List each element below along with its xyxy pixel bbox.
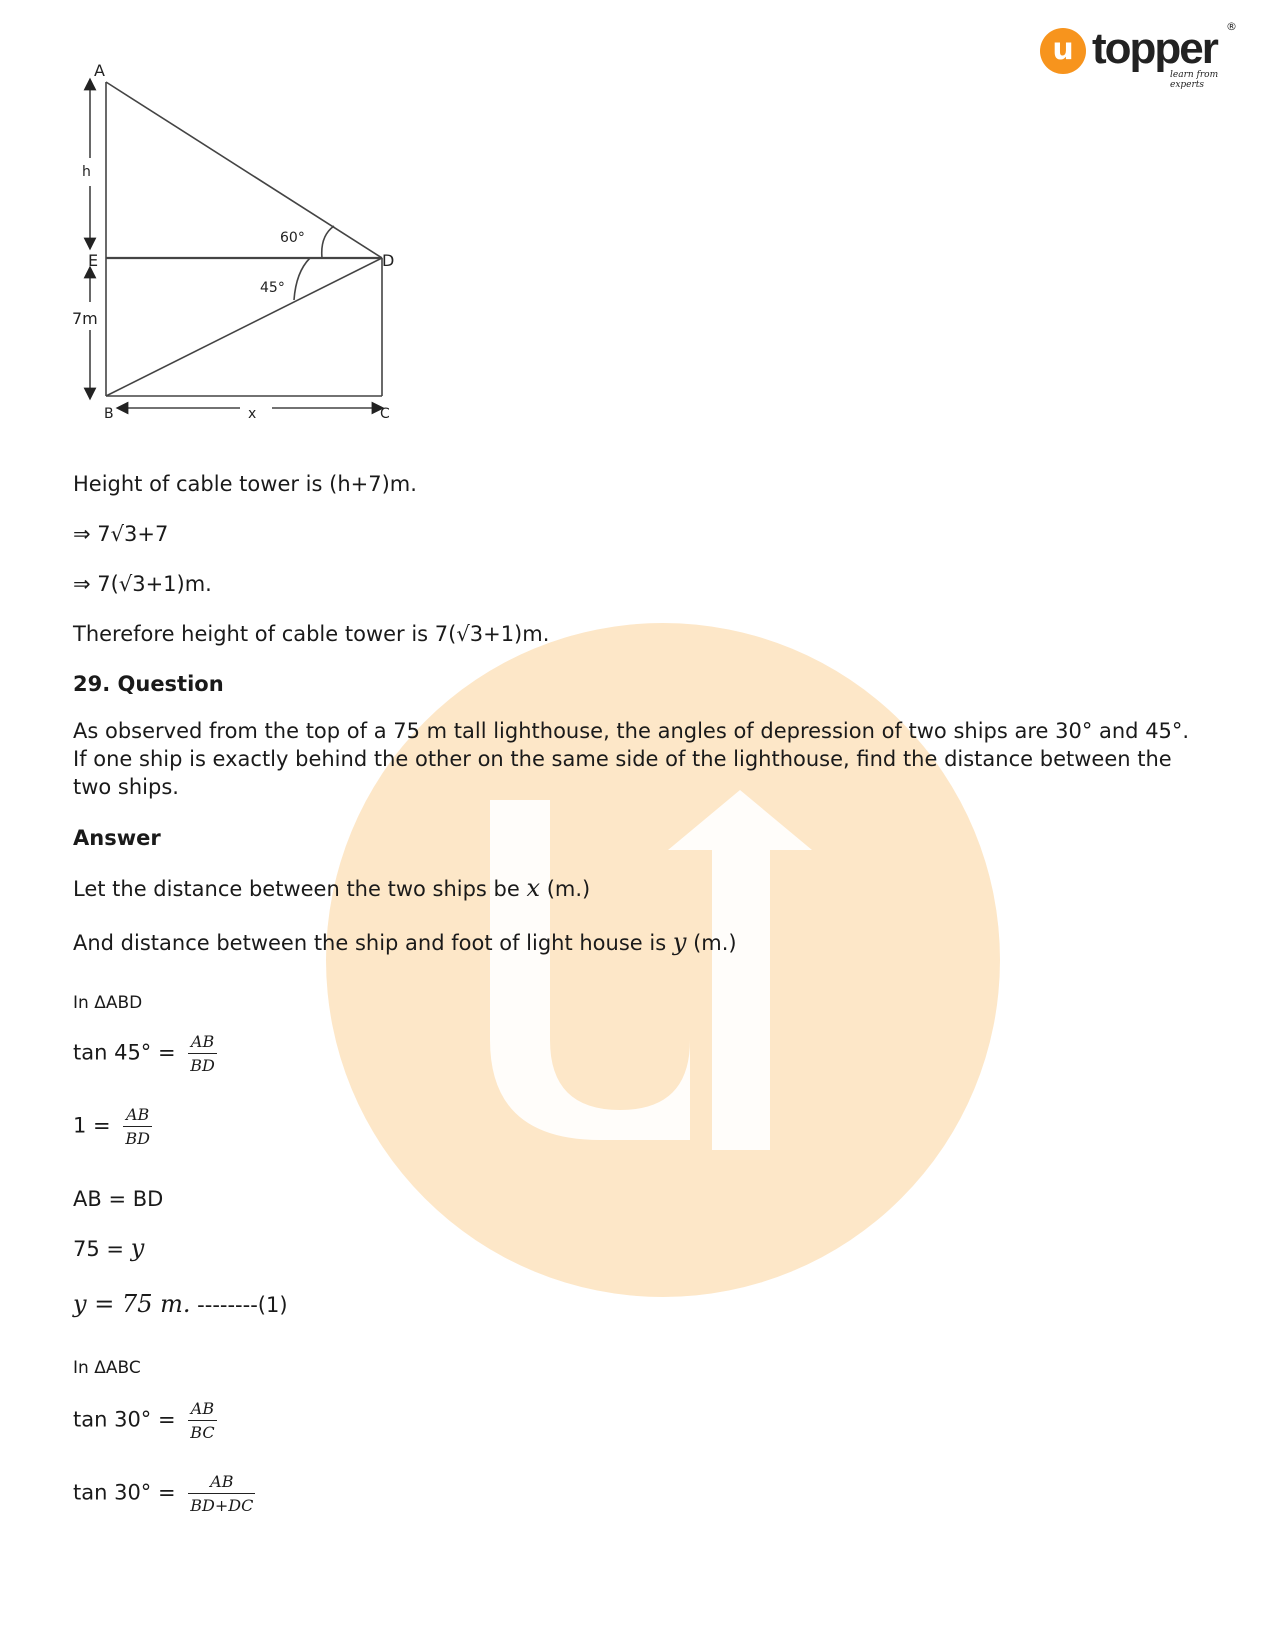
eq-lhs: tan 30° =	[73, 1407, 176, 1432]
var-y: y	[130, 1234, 145, 1262]
denominator: BD+DC	[188, 1493, 255, 1515]
text-let-distance	[73, 874, 590, 902]
fraction	[123, 1105, 152, 1148]
label-60: 60°	[280, 230, 305, 246]
equation-one	[73, 1105, 152, 1148]
triangle-abc-label: In ΔABC	[73, 1358, 141, 1378]
eq-math: y = 75 m.	[73, 1290, 191, 1318]
eq-lhs: 1 =	[73, 1113, 111, 1138]
topper-logo	[1040, 20, 1240, 90]
unit-m: (m.)	[693, 931, 737, 955]
equation-75-y	[73, 1234, 144, 1262]
angle-arc-45	[294, 258, 310, 300]
let-text: Let the distance between the two ships be	[73, 877, 520, 901]
label-7m: 7m	[72, 309, 98, 328]
logo-badge-icon: u	[1040, 28, 1086, 74]
equation-y-75	[73, 1290, 288, 1318]
fraction	[188, 1032, 217, 1075]
var-x: x	[526, 874, 541, 902]
question-text: As observed from the top of a 75 m tall lighthouse, the angles of depression of two ships are 30° and 45°. If one ship is exactly behind the other on the same side of the lighthouse, find the distance between the two ships.	[73, 719, 1190, 799]
and-text: And distance between the ship and foot of light house is	[73, 931, 667, 955]
text-and-distance	[73, 928, 737, 956]
eq-lhs: tan 45° =	[73, 1040, 176, 1065]
label-B: B	[104, 406, 114, 422]
triangle-abd-label: In ΔABD	[73, 993, 143, 1013]
numerator: AB	[125, 1105, 150, 1124]
denominator: BC	[188, 1420, 216, 1442]
var-y: y	[672, 928, 687, 956]
label-h: h	[82, 164, 91, 180]
equation-ab-bd: AB = BD	[73, 1187, 164, 1211]
denominator: BD	[188, 1053, 217, 1075]
label-x: x	[248, 406, 257, 422]
denominator: BD	[123, 1126, 152, 1148]
label-D: D	[382, 251, 395, 270]
geometry-diagram	[60, 58, 420, 448]
text-conclusion: Therefore height of cable tower is 7(√3+1)m.	[73, 622, 550, 646]
numerator: AB	[210, 1472, 234, 1491]
text-step-sum: ⇒ 7√3+7	[73, 522, 169, 546]
label-A: A	[94, 61, 105, 80]
label-C: C	[380, 406, 390, 422]
eq-tag: --------(1)	[197, 1293, 288, 1317]
equation-tan45	[73, 1032, 217, 1075]
equation-tan30-expanded	[73, 1472, 255, 1515]
logo-wordmark: topper	[1092, 24, 1217, 73]
label-45: 45°	[260, 280, 285, 296]
fraction	[188, 1399, 216, 1442]
registered-mark: ®	[1226, 20, 1237, 33]
label-E: E	[88, 251, 99, 270]
numerator: AB	[190, 1032, 215, 1051]
line-BD	[106, 258, 382, 396]
equation-tan30	[73, 1399, 217, 1442]
eq-lhs: tan 30° =	[73, 1480, 176, 1505]
fraction	[188, 1472, 255, 1515]
eq-lhs: 75 =	[73, 1237, 124, 1261]
question-heading: 29. Question	[73, 672, 224, 696]
text-step-factored: ⇒ 7(√3+1)m.	[73, 572, 212, 596]
angle-arc-60	[322, 226, 334, 258]
text-height-of-tower: Height of cable tower is (h+7)m.	[73, 472, 417, 496]
line-AD	[106, 82, 382, 258]
answer-heading: Answer	[73, 826, 161, 850]
unit-m: (m.)	[546, 877, 591, 901]
logo-tagline: learn from experts	[1170, 70, 1219, 90]
numerator: AB	[190, 1399, 215, 1418]
